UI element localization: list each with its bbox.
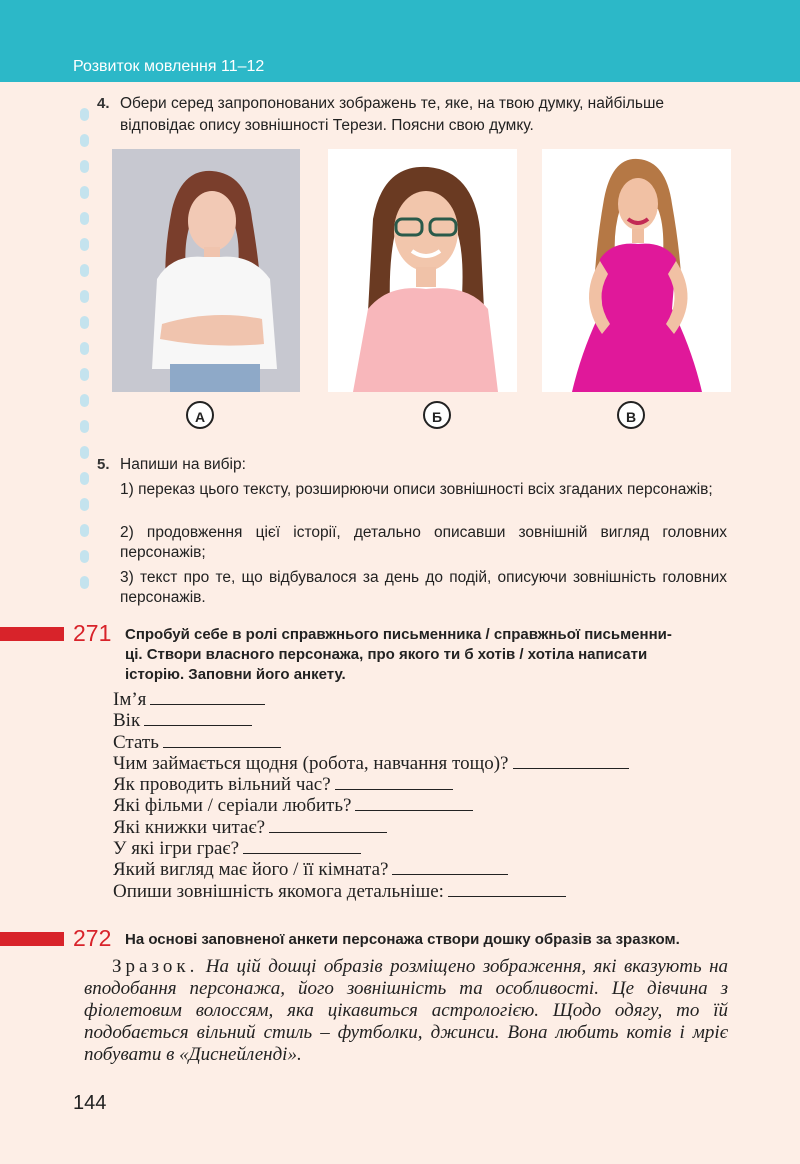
task-5-intro: Напиши на вибір: (120, 456, 246, 473)
exercise-271-line-3: історію. Заповни його анкету. (125, 666, 346, 683)
form-label: Який вигляд має його / її кімната? (113, 859, 389, 881)
answer-line[interactable] (144, 710, 252, 726)
form-row (113, 859, 629, 880)
form-label: Як проводить вільний час? (113, 774, 331, 796)
form-label: Чим займається щодня (робота, навчання тощо)? (113, 752, 509, 774)
exercise-271-line-2: ці. Створи власного персонажа, про якого ти б хотів / хотіла написати (125, 646, 648, 663)
form-label: Які книжки читає? (113, 816, 266, 838)
form-row (113, 838, 629, 859)
exercise-271-marker (0, 627, 64, 641)
form-row (113, 881, 629, 902)
form-row (113, 817, 629, 838)
page-number: 144 (73, 1092, 107, 1114)
form-label: Вік (113, 710, 141, 732)
character-form (113, 689, 629, 902)
answer-line[interactable] (243, 838, 361, 854)
answer-line[interactable] (335, 774, 453, 790)
photo-a-label: А (186, 401, 214, 429)
form-row (113, 753, 629, 774)
exercise-272-text: На основі заповненої анкети персонажа створи дошку образів за зразком. (125, 931, 680, 948)
photo-b (328, 149, 517, 392)
form-row (113, 732, 629, 753)
task-5-option-2: 2) продовження цієї історії, детально описавши зовнішній вигляд головних персонажів; (120, 524, 727, 561)
photo-c-label: В (617, 401, 645, 429)
sample-label: Зразок. (112, 956, 199, 977)
exercise-272-number: 272 (73, 925, 112, 951)
page-header (0, 0, 800, 82)
form-label: Опиши зовнішність якомога детальніше: (113, 880, 444, 902)
task-5-number: 5. (97, 456, 110, 473)
sample-text: На цій дошці образів розміщено зображення, які вказують на вподобання персонажа, його зовнішність та особливості. Це дівчина з фіолетовим волоссям, яка цікавиться астрологією. Щодо одягу, то їй подобається вільний стиль – футболки, джинси. Вона любить котів і мріє побувати в «Диснейленді». (84, 956, 729, 1065)
answer-line[interactable] (513, 753, 629, 769)
form-label: Які фільми / серіали любить? (113, 795, 352, 817)
task-5-option-1: 1) переказ цього тексту, розширюючи описи зовнішності всіх згаданих персонажів; (120, 481, 713, 498)
sample-paragraph (84, 956, 728, 1066)
answer-line[interactable] (392, 859, 508, 875)
exercise-272-marker (0, 932, 64, 946)
exercise-271-number: 271 (73, 620, 112, 646)
task-4-number: 4. (97, 95, 110, 112)
form-row (113, 795, 629, 816)
form-label: У які ігри грає? (113, 838, 240, 860)
form-label: Ім’я (113, 689, 147, 710)
answer-line[interactable] (163, 732, 281, 748)
section-title: Розвиток мовлення 11–12 (73, 58, 265, 75)
answer-line[interactable] (150, 689, 265, 705)
photo-a (112, 149, 300, 392)
answer-line[interactable] (355, 795, 473, 811)
photo-b-label: Б (423, 401, 451, 429)
form-row (113, 774, 629, 795)
task-5-option-3: 3) текст про те, що відбувалося за день до подій, описуючи зовнішність головних персонажів. (120, 569, 727, 606)
exercise-271-line-1: Спробуй себе в ролі справжнього письменника / справжньої письменни- (125, 626, 672, 643)
answer-line[interactable] (269, 817, 387, 833)
task-4-line-2: відповідає опису зовнішності Терези. Поясни свою думку. (120, 117, 534, 134)
photo-c (542, 149, 731, 392)
task-4-line-1: Обери серед запропонованих зображень те, яке, на твою думку, найбільше (120, 95, 665, 112)
answer-line[interactable] (448, 881, 566, 897)
form-row (113, 710, 629, 731)
form-label: Стать (113, 731, 159, 753)
form-row (113, 689, 629, 710)
notebook-dots (80, 108, 90, 602)
